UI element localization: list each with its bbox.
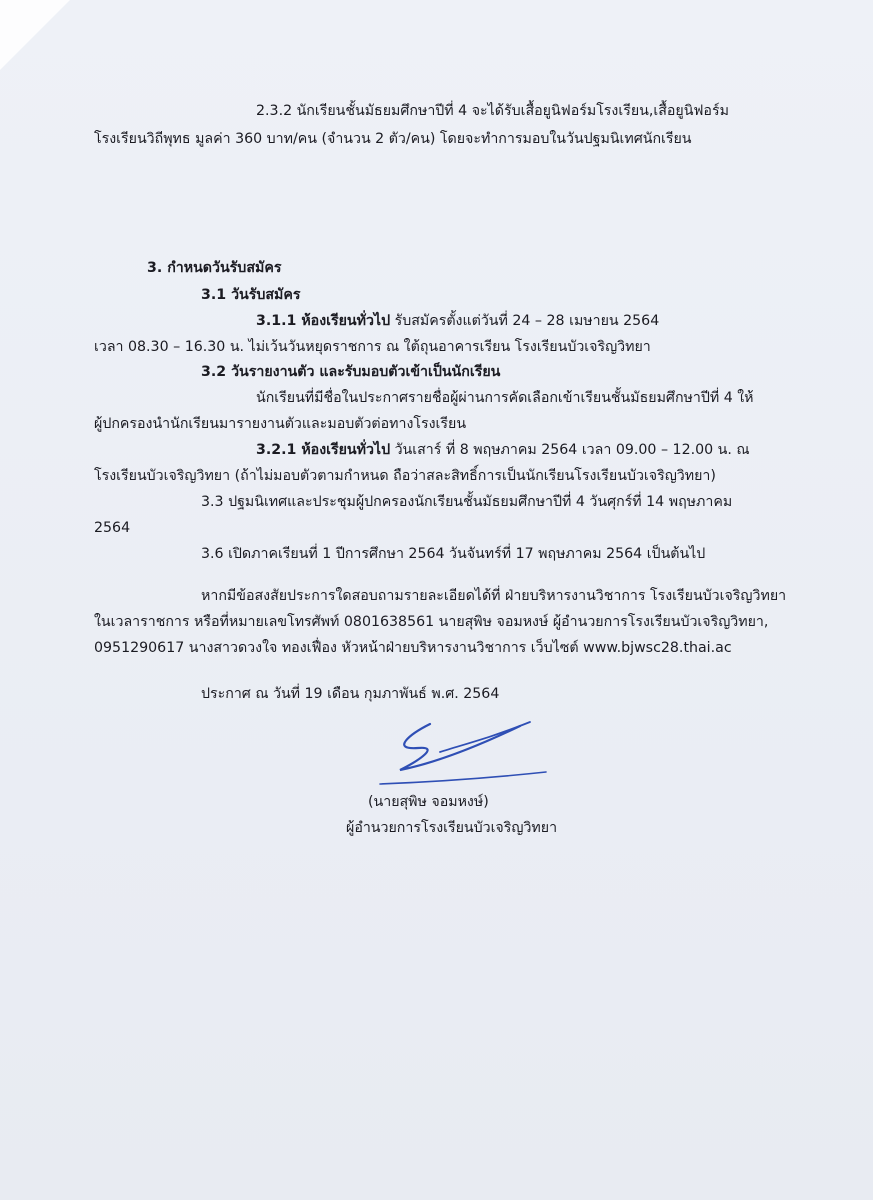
contact-line-1: หากมีข้อสงสัยประการใดสอบถามรายละเอียดได้ที่ ฝ่ายบริหารงานวิชาการ โรงเรียนบัวเจริญวิทยา [201,588,787,604]
section-3-6-line: 3.6 เปิดภาคเรียนที่ 1 ปีการศึกษา 2564 วันจันทร์ที่ 17 พฤษภาคม 2564 เป็นต้นไป [201,546,706,562]
contact-line-2: ในเวลาราชการ หรือที่หมายเลขโทรศัพท์ 0801638561 นายสุพิษ จอมหงษ์ ผู้อำนวยการโรงเรียนบัวเจริญวิทยา, [94,614,769,630]
section-3-1-heading: 3.1 วันรับสมัคร [201,287,301,303]
page-corner-fold [0,0,70,70]
paragraph-2-3-2-line-1: 2.3.2 นักเรียนชั้นมัธยมศึกษาปีที่ 4 จะได้รับเสื้อยูนิฟอร์มโรงเรียน,เสื้อยูนิฟอร์ม [256,103,729,119]
section-3-2-1-line-2: โรงเรียนบัวเจริญวิทยา (ถ้าไม่มอบตัวตามกำหนด ถือว่าสละสิทธิ์การเป็นนักเรียนโรงเรียนบัวเจริญวิทยา) [94,468,716,484]
paragraph-2-3-2-line-2: โรงเรียนวิถีพุทธ มูลค่า 360 บาท/คน (จำนวน 2 ตัว/คน) โดยจะทำการมอบในวันปฐมนิเทศนักเรียน [94,131,692,147]
section-3-2-line-2: ผู้ปกครองนำนักเรียนมารายงานตัวและมอบตัวต่อทางโรงเรียน [94,416,467,432]
section-3-2-line-1: นักเรียนที่มีชื่อในประกาศรายชื่อผู้ผ่านการคัดเลือกเข้าเรียนชั้นมัธยมศึกษาปีที่ 4 ให้ [256,390,754,406]
section-3-1-1-line-1 [256,311,659,331]
section-3-3-line-1: 3.3 ปฐมนิเทศและประชุมผู้ปกครองนักเรียนชั้นมัธยมศึกษาปีที่ 4 วันศุกร์ที่ 14 พฤษภาคม [201,494,733,510]
signer-title: ผู้อำนวยการโรงเรียนบัวเจริญวิทยา [346,820,558,836]
announcement-date: ประกาศ ณ วันที่ 19 เดือน กุมภาพันธ์ พ.ศ. 2564 [201,686,500,702]
section-3-3-line-2: 2564 [94,520,131,536]
section-3-2-1-text: วันเสาร์ ที่ 8 พฤษภาคม 2564 เวลา 09.00 – 12.00 น. ณ [390,442,750,458]
section-3-1-1-text: รับสมัครตั้งแต่วันที่ 24 – 28 เมษายน 2564 [390,313,660,329]
section-3-heading: 3. กำหนดวันรับสมัคร [147,260,282,276]
section-3-2-heading: 3.2 วันรายงานตัว และรับมอบตัวเข้าเป็นนักเรียน [201,364,501,380]
director-signature [370,712,550,792]
section-3-2-1-line-1 [256,440,750,460]
signer-name: (นายสุพิษ จอมหงษ์) [368,794,489,810]
section-3-2-1-label: 3.2.1 ห้องเรียนทั่วไป [256,442,391,458]
contact-line-3: 0951290617 นางสาวดวงใจ ทองเฟื่อง หัวหน้าฝ่ายบริหารงานวิชาการ เว็บไซต์ www.bjwsc28.thai.ac [94,640,732,656]
section-3-1-1-line-2: เวลา 08.30 – 16.30 น. ไม่เว้นวันหยุดราชการ ณ ใต้ถุนอาคารเรียน โรงเรียนบัวเจริญวิทยา [94,339,651,355]
section-3-1-1-label: 3.1.1 ห้องเรียนทั่วไป [256,313,391,329]
